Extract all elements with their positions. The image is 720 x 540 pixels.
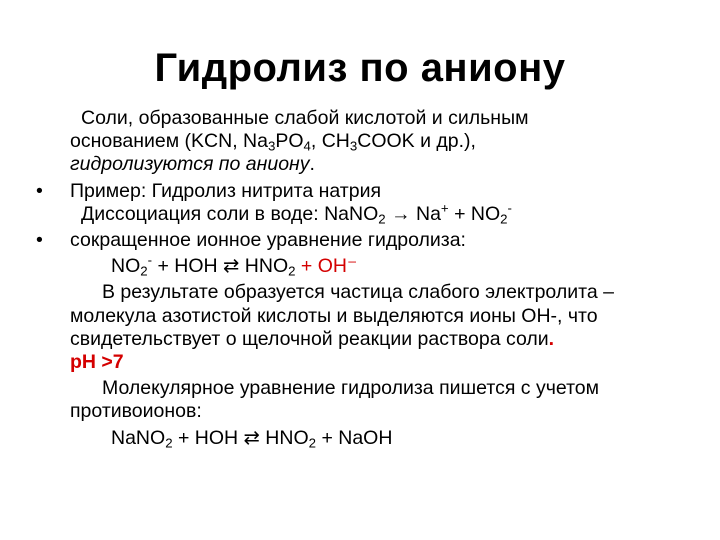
text: + NO	[454, 202, 501, 225]
subscript: 2	[140, 263, 148, 279]
para2-line2	[36, 305, 706, 328]
text: + HOH ⇄ HNO	[157, 255, 289, 278]
text: Диссоциация соли в воде: NaNO	[81, 202, 379, 225]
bullet-dot: •	[36, 229, 43, 252]
text: NO	[111, 255, 141, 278]
arrow-icon: →	[391, 202, 411, 225]
para2-line1	[36, 281, 706, 304]
text: молекула азотистой кислоты и выделяются ионы OH-, что	[70, 304, 598, 327]
hydroxide-ion: OH⁻	[317, 255, 358, 278]
bullet-text: сокращенное ионное уравнение гидролиза:	[70, 229, 466, 252]
text: + NaOH	[321, 426, 393, 449]
text: Na	[415, 202, 441, 225]
text: противоионов:	[70, 400, 202, 423]
italic-text: гидролизуются по аниону	[70, 153, 310, 176]
subscript: 2	[288, 263, 296, 279]
subscript: 4	[303, 138, 311, 154]
bullet-text: Пример: Гидролиз нитрита натрия	[70, 179, 382, 202]
bullet-item-ionic	[36, 229, 706, 252]
text: свидетельствует о щелочной реакции раствора соли	[70, 327, 549, 350]
text: .	[309, 153, 315, 176]
text: + HOH ⇄ HNO	[177, 426, 309, 449]
text: Соли, образованные слабой кислотой и сильным	[81, 107, 529, 129]
red-text: +	[300, 255, 313, 278]
superscript: +	[440, 200, 449, 216]
text: , CH	[310, 130, 350, 153]
ph-value	[36, 351, 706, 374]
slide-body	[36, 107, 706, 450]
molecular-equation	[36, 427, 706, 450]
subscript: 2	[308, 434, 317, 450]
para1-line3	[36, 153, 706, 176]
text: NaNO	[111, 426, 166, 449]
slide-title: Гидролиз по аниону	[154, 46, 566, 90]
text: COOK и др.),	[357, 130, 476, 153]
superscript: -	[507, 200, 512, 216]
para3-line1	[36, 377, 706, 400]
para2-line3	[36, 328, 706, 351]
text: Молекулярное уравнение гидролиза пишется с учетом	[102, 377, 600, 400]
subscript: 3	[267, 138, 276, 154]
subscript: 3	[349, 138, 358, 154]
bullet-dot: •	[36, 179, 43, 202]
subscript: 2	[500, 211, 508, 227]
subscript: 2	[165, 434, 173, 450]
subscript: 2	[378, 211, 386, 227]
para3-line2	[36, 400, 706, 423]
dissociation-line	[36, 200, 706, 227]
text: PO	[275, 130, 304, 153]
red-dot: .	[548, 327, 555, 350]
para1-line2	[36, 130, 706, 153]
text: В результате образуется частица слабого электролита –	[102, 281, 614, 304]
para1-line1	[36, 107, 706, 130]
superscript: -	[147, 252, 153, 268]
bullet-item-example	[36, 180, 706, 203]
text: основанием (KCN, Na	[70, 130, 268, 153]
ph-text: pH >7	[70, 351, 124, 374]
ionic-equation	[36, 252, 706, 279]
